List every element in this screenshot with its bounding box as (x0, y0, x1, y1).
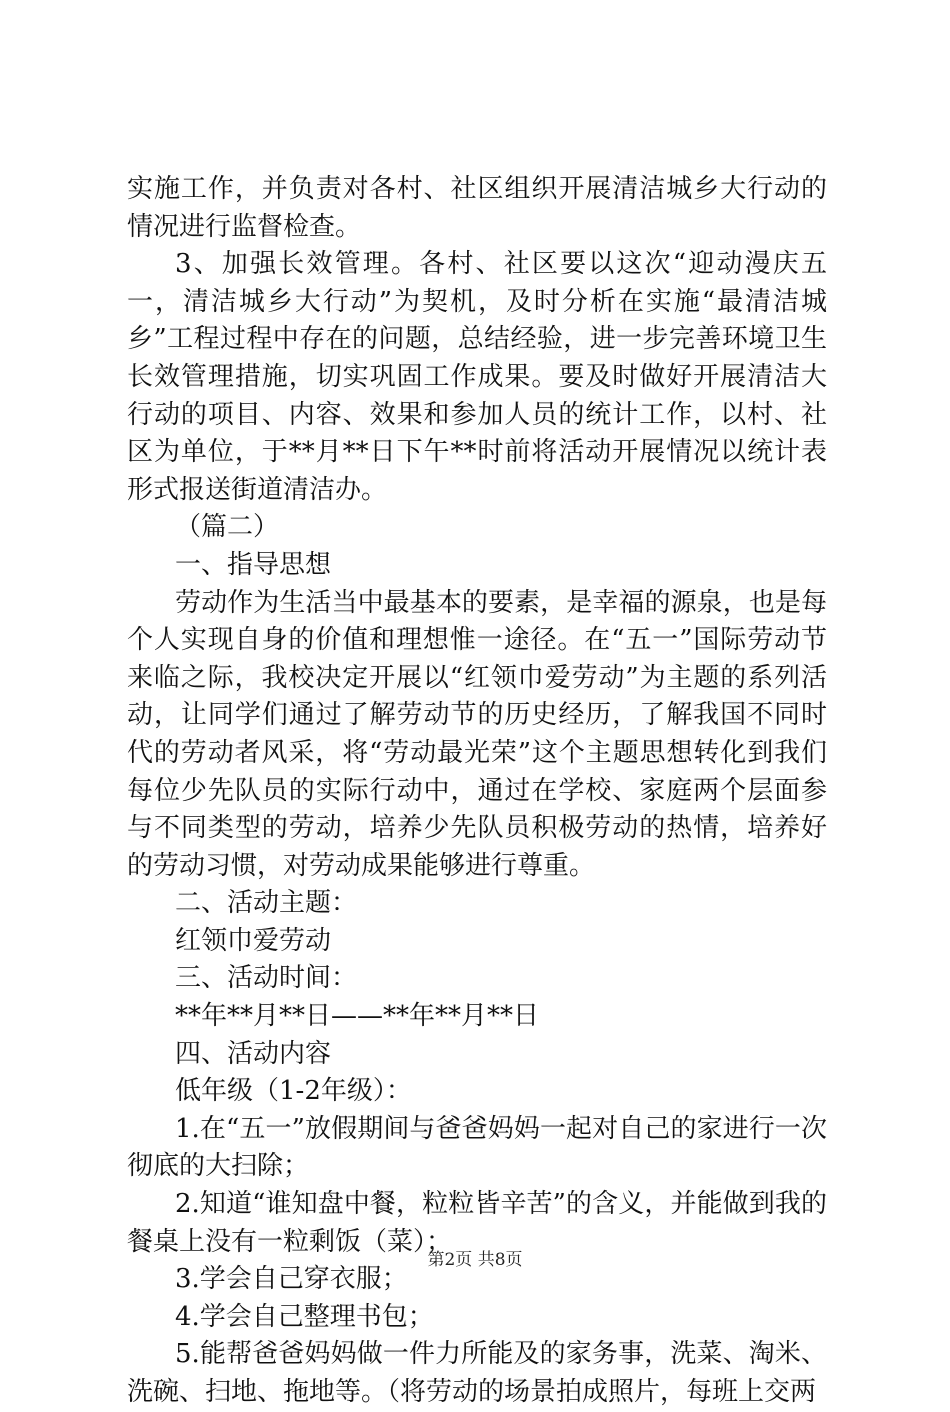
subheading-lower-grades: 低年级（1-2年级）： (175, 1076, 412, 1107)
heading-activity-theme: 二、活动主题： (175, 888, 358, 919)
list-item-1: 1.在“五一”放假期间与爸爸妈妈一起对自己的家进行一次彻底的大扫除； (127, 1113, 827, 1182)
section-title-part-two: （篇二） (175, 512, 280, 543)
heading-guiding-thought: 一、指导思想 (175, 549, 332, 580)
heading-activity-time: 三、活动时间： (175, 963, 358, 994)
list-item-5: 5.能帮爸爸妈妈做一件力所能及的家务事，洗菜、淘米、洗碗、扫地、拖地等。（将劳动的场景拍成照片，每班上交两 (127, 1339, 827, 1407)
document-body (127, 171, 827, 1412)
list-item-2: 2.知道“谁知盘中餐，粒粒皆辛苦”的含义，并能做到我的餐桌上没有一粒剩饭（菜）； (127, 1189, 827, 1257)
paragraph-2: 3、加强长效管理。各村、社区要以这次“迎动漫庆五一，清洁城乡大行动”为契机，及时分析在实施“最清洁城乡”工程过程中存在的问题，总结经验，进一步完善环境卫生长效管理措施，切实巩固工作成果。要及时做好开展清洁大行动的项目、内容、效果和参加人员的统计工作，以村、社区为单位，于**月**日下午**时前将活动开展情况以统计表形式报送街道清洁办。 (127, 249, 827, 505)
list-item-3: 3.学会自己穿衣服； (175, 1264, 408, 1295)
activity-time-value: **年**月**日——**年**月**日 (175, 1001, 540, 1032)
activity-theme-value: 红领巾爱劳动 (175, 925, 332, 956)
paragraph-guiding-thought: 劳动作为生活当中最基本的要素，是幸福的源泉，也是每个人实现自身的价值和理想惟一途径。在“五一”国际劳动节来临之际，我校决定开展以“红领巾爱劳动”为主题的系列活动，让同学们通过了解劳动节的历史经历，了解我国不同时代的劳动者风采，将“劳动最光荣”这个主题思想转化到我们每位少先队员的实际行动中，通过在学校、家庭两个层面参与不同类型的劳动，培养少先队员积极劳动的热情，培养好的劳动习惯，对劳动成果能够进行尊重。 (127, 587, 827, 881)
heading-activity-content: 四、活动内容 (175, 1038, 332, 1069)
paragraph-1: 实施工作，并负责对各村、社区组织开展清洁城乡大行动的情况进行监督检查。 (127, 174, 827, 242)
list-item-4: 4.学会自己整理书包； (175, 1301, 434, 1332)
page-number-footer: 第2页 共8页 (427, 1250, 523, 1270)
